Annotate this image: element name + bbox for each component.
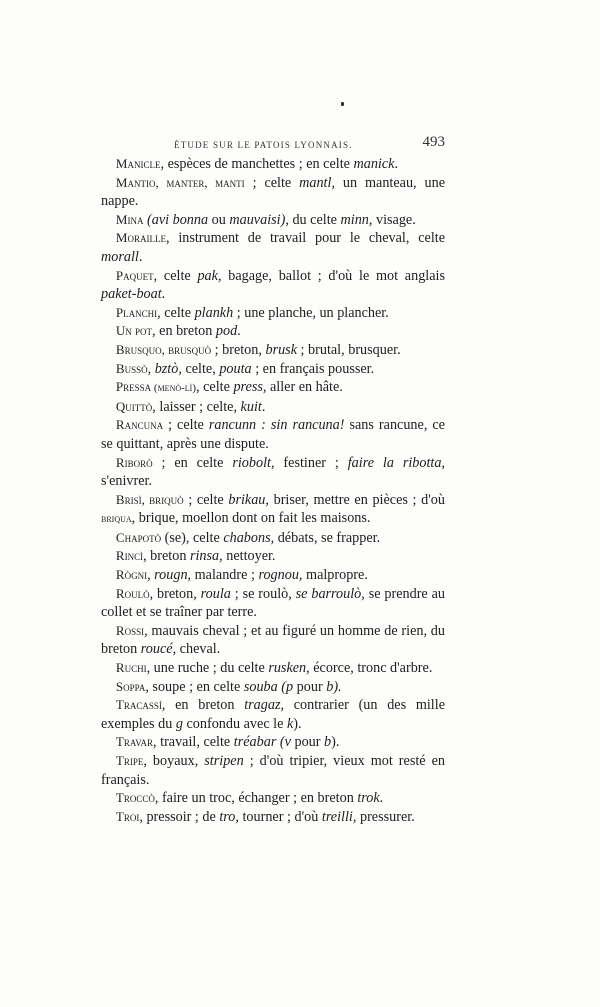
definition-text: ; une planche, un plancher. — [233, 304, 389, 321]
definition-text: pressurer. — [356, 808, 415, 825]
definition-text: , espèces de manchettes ; en celte — [160, 156, 354, 172]
headword: Troccò — [115, 790, 155, 806]
italic-term: riobolt, — [232, 454, 275, 471]
definition-text: , en breton — [161, 697, 245, 714]
definition-text: , — [147, 360, 155, 377]
definition-text: , faire un troc, échanger ; en breton — [154, 790, 358, 807]
italic-term: mantl, — [299, 174, 335, 191]
italic-term: se barroulò, — [295, 585, 365, 602]
definition-text: , une ruche ; du celte — [146, 660, 269, 677]
italic-term: brikau, — [228, 491, 269, 508]
definition-text: . — [138, 248, 143, 265]
headword: Bussò — [115, 360, 148, 376]
italic-term: treilli, — [321, 808, 357, 825]
definition-text: ; en celte — [152, 454, 233, 471]
definition-text: , breton, — [149, 585, 201, 602]
headword: Chapotò — [115, 529, 162, 545]
headword: Troi — [115, 808, 140, 824]
definition-text: . — [261, 398, 266, 415]
definition-text: , mauvais cheval ; et au figuré un homme de rien, du breton — [101, 622, 445, 658]
headword: Brusquo, brusquò — [115, 341, 212, 357]
definition-text: , celte — [196, 379, 234, 396]
headword: Un pot — [115, 323, 153, 339]
glossary-entry — [101, 752, 445, 789]
definition-text: , celte — [153, 267, 198, 284]
definition-text: ). — [293, 715, 302, 732]
headword: Riborò — [115, 454, 153, 470]
italic-term: tragaz, — [244, 697, 285, 714]
glossary-entry — [101, 547, 445, 566]
italic-term: stripen — [204, 753, 244, 769]
italic-term: b). — [326, 678, 342, 695]
headword: Planchi — [115, 304, 158, 320]
italic-term: k — [286, 715, 294, 732]
glossary-entry — [101, 678, 445, 697]
definition-text: écorce, tronc d'arbre. — [309, 660, 433, 677]
glossary-text — [101, 155, 445, 826]
definition-text: ; celte — [183, 491, 229, 508]
definition-text: nettoyer. — [222, 548, 276, 565]
definition-text: , soupe ; en celte — [145, 678, 244, 695]
definition-text: , celte — [157, 304, 195, 321]
definition-text: un manteau, une nappe. — [101, 174, 445, 210]
glossary-entry — [101, 304, 445, 323]
italic-term: b — [324, 734, 332, 751]
definition-text: ; se roulò, — [230, 585, 296, 602]
glossary-entry — [101, 789, 445, 808]
glossary-entry — [101, 696, 445, 733]
headword: Brisì, briquò — [115, 491, 184, 507]
definition-text: aller en hâte. — [266, 379, 343, 396]
glossary-entry — [101, 378, 445, 398]
glossary-entry — [101, 211, 445, 230]
italic-term: rusken, — [268, 660, 310, 677]
italic-term: pouta — [219, 360, 252, 377]
definition-text: festiner ; — [274, 454, 348, 471]
definition-text: , instrument de travail pour le cheval, celte — [165, 230, 445, 247]
headword: Pressa — [115, 379, 152, 395]
italic-term: paket-boat — [101, 286, 162, 303]
italic-term: trok — [357, 790, 380, 807]
small-caps-word: (menò-lì) — [151, 382, 197, 395]
headword: Tracassí — [115, 697, 162, 713]
italic-term: bztò, — [154, 360, 182, 377]
italic-term: plankh — [194, 304, 234, 321]
small-caps-word: briqua — [101, 513, 132, 526]
headword: Rossi — [115, 622, 145, 638]
definition-text: débats, se frapper. — [274, 529, 381, 546]
italic-term: rinsa, — [189, 548, 223, 565]
definition-text: visage. — [372, 211, 416, 228]
glossary-entry — [101, 322, 445, 341]
italic-term: g — [175, 715, 183, 732]
definition-text: , laisser ; celte, — [152, 398, 241, 415]
italic-term: kuit — [240, 398, 262, 415]
headword: Mantio, manter, manti — [115, 174, 245, 190]
definition-text: ; celte — [163, 417, 209, 434]
definition-text: celte, — [181, 360, 220, 377]
italic-term: brusk — [265, 341, 297, 358]
glossary-entry — [101, 416, 445, 453]
italic-term: tro, — [219, 808, 239, 825]
definition-text: . — [394, 156, 399, 172]
glossary-entry — [101, 808, 445, 827]
definition-text: sans rancune, ce se quittant, après une dispute. — [101, 417, 445, 452]
definition-text: malandre ; — [191, 567, 259, 584]
glossary-entry — [101, 174, 445, 211]
headword: Rògni — [115, 567, 148, 583]
definition-text: . — [379, 790, 384, 807]
definition-text: malpropre. — [302, 567, 368, 584]
headword: Mina — [115, 211, 144, 227]
headword: Ruchi — [115, 660, 147, 676]
italic-term: mauvaisi), — [229, 211, 289, 228]
italic-term: chabons, — [223, 529, 275, 546]
definition-text: pour — [293, 678, 327, 695]
definition-text: , pressoir ; de — [139, 808, 220, 825]
running-head — [100, 132, 445, 154]
definition-text: du celte — [288, 211, 341, 228]
headword: Manicle — [115, 156, 161, 171]
italic-term: (v — [279, 734, 291, 751]
definition-text: ; celte — [244, 174, 300, 191]
italic-term: tréabar — [233, 734, 277, 751]
headword: Roulò — [115, 585, 150, 601]
definition-text: pour — [290, 734, 325, 751]
glossary-entry — [101, 659, 445, 678]
glossary-entry — [101, 398, 445, 417]
glossary-entry — [101, 566, 445, 585]
italic-term: pak, — [197, 267, 222, 284]
italic-term: (p — [281, 678, 294, 695]
definition-text: ; breton, — [211, 341, 266, 358]
glossary-entry — [101, 622, 445, 659]
italic-term: faire la ribotta — [347, 454, 442, 471]
glossary-entry — [101, 341, 445, 360]
headword: Travar — [115, 734, 154, 750]
definition-text: , en breton — [152, 323, 216, 340]
page-number: 493 — [422, 134, 445, 150]
definition-text: contrarier (un des mille exemples du — [101, 697, 445, 732]
italic-term: rognou, — [258, 567, 303, 584]
definition-text: . — [237, 323, 241, 340]
glossary-entry — [101, 454, 445, 491]
definition-text: , boyaux, — [143, 753, 205, 769]
definition-text: , — [147, 567, 155, 584]
glossary-entry — [101, 229, 445, 266]
headword: Moraille — [115, 230, 166, 246]
headword: Rincì — [115, 548, 144, 564]
headword: Quittò — [115, 398, 153, 414]
glossary-entry — [101, 155, 445, 174]
definition-text: se prendre au collet et se traîner par terre. — [101, 585, 445, 621]
italic-term: souba — [243, 678, 278, 695]
definition-text: briser, mettre en pièces ; d'où — [268, 491, 445, 508]
italic-term: pod — [215, 323, 238, 340]
definition-text: , s'enivrer. — [101, 454, 446, 490]
italic-term: press, — [233, 379, 267, 396]
headword: Rancuna — [115, 417, 164, 433]
definition-text: ; en français pousser. — [251, 360, 375, 377]
headword: Soppa — [115, 678, 146, 694]
glossary-entry — [101, 585, 445, 622]
definition-text: , brique, moellon dont on fait les maisons. — [131, 510, 371, 527]
definition-text: tourner ; d'où — [238, 808, 322, 825]
definition-text: , breton — [143, 548, 190, 565]
italic-term: manick — [353, 156, 395, 172]
glossary-entry — [101, 360, 445, 379]
italic-term: morall — [101, 248, 139, 265]
definition-text: ). — [331, 734, 340, 751]
definition-text: , travail, celte — [153, 734, 234, 751]
italic-term: roucé, — [140, 641, 177, 658]
definition-text: confondu avec le — [182, 715, 287, 732]
running-title: ÉTUDE SUR LE PATOIS LYONNAIS. — [174, 140, 353, 150]
glossary-entry — [101, 267, 445, 304]
glossary-entry — [101, 529, 445, 548]
definition-text: ; brutal, brusquer. — [297, 341, 401, 358]
definition-text: bagage, ballot ; d'où le mot anglais — [221, 267, 445, 284]
glossary-entry — [101, 491, 445, 529]
glossary-entry — [101, 733, 445, 752]
ink-speck — [341, 102, 344, 106]
italic-term: roula — [200, 585, 231, 602]
italic-term: rougn, — [154, 567, 192, 584]
italic-term: (avi bonna — [147, 211, 209, 228]
headword: Tripe — [115, 753, 144, 768]
definition-text: cheval. — [176, 641, 221, 658]
definition-text: . — [161, 286, 166, 303]
definition-text: ; d'où tripier, vieux mot resté en français. — [101, 753, 445, 788]
italic-term: rancunn : sin rancuna! — [208, 417, 345, 434]
definition-text: ou — [208, 211, 230, 228]
definition-text: (se), celte — [161, 529, 224, 546]
italic-term: minn, — [340, 211, 373, 228]
headword: Paquet — [115, 267, 154, 283]
